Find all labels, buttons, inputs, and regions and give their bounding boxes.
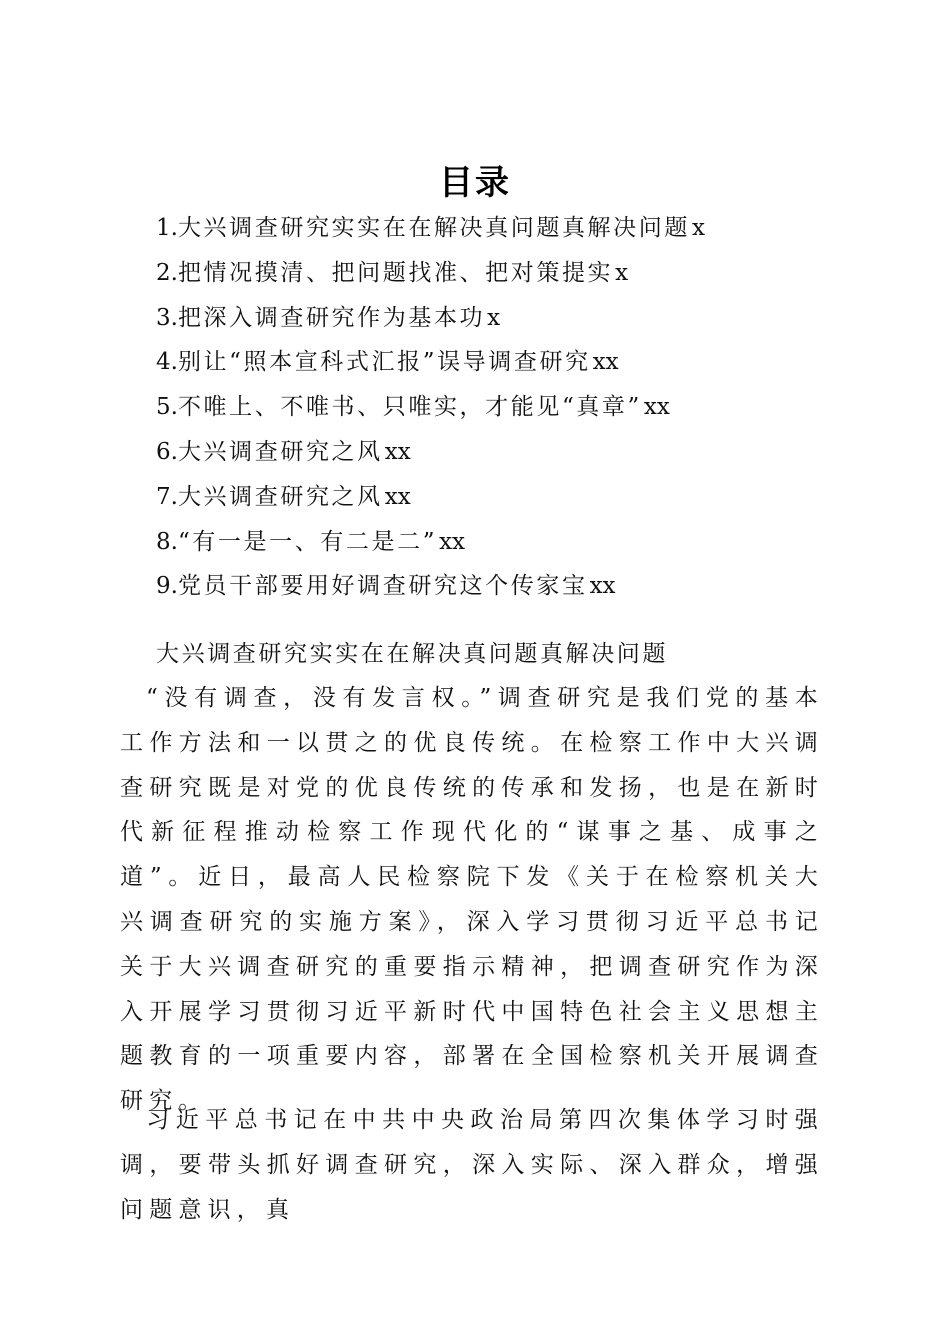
toc-item <box>156 340 836 385</box>
toc-item <box>156 475 836 520</box>
body-paragraph <box>120 676 824 1124</box>
toc-item-number: 4. <box>156 349 178 376</box>
toc-item-text: “有一是一、有二是二” <box>177 528 438 555</box>
toc-item-number: 6. <box>156 438 178 465</box>
toc-item-number: 2. <box>156 259 178 286</box>
toc-item-number: 1. <box>156 215 178 241</box>
toc-item <box>156 385 836 430</box>
toc-item-page: xx <box>589 573 616 600</box>
toc-item-text: 别让“照本宣科式汇报”误导调查研究 <box>177 349 591 376</box>
toc-item-page: xx <box>643 394 670 421</box>
table-of-contents <box>156 206 836 609</box>
toc-item-number: 9. <box>156 573 178 600</box>
toc-item-page: x <box>615 259 629 286</box>
body-paragraph <box>120 1098 824 1232</box>
toc-item <box>156 296 836 341</box>
toc-item-text: 不唯上、不唯书、只唯实，才能见“真章” <box>177 394 642 421</box>
paragraph-text: 习近平总书记在中共中央政治局第四次集体学习时强调，要带头抓好调查研究，深入实际、深入群众，增强问题意识，真 <box>120 1107 824 1223</box>
toc-item-text: 大兴调查研究实实在在解决真问题真解决问题 <box>177 215 690 241</box>
toc-item-text: 把深入调查研究作为基本功 <box>177 304 486 331</box>
toc-item-number: 8. <box>156 528 178 555</box>
page-title: 目录 <box>439 162 511 203</box>
toc-item <box>156 206 836 251</box>
article-title: 大兴调查研究实实在在解决真问题真解决问题 <box>156 641 668 667</box>
toc-item-page: xx <box>592 349 619 376</box>
toc-item <box>156 430 836 475</box>
toc-item-text: 党员干部要用好调查研究这个传家宝 <box>177 573 588 600</box>
toc-item-page: x <box>691 215 705 241</box>
toc-item-text: 把情况摸清、把问题找准、把对策提实 <box>177 259 614 286</box>
toc-item-number: 3. <box>156 304 178 331</box>
toc-item-text: 大兴调查研究之风 <box>177 483 383 510</box>
toc-item <box>156 520 836 565</box>
toc-item <box>156 564 836 609</box>
toc-item-number: 5. <box>156 394 178 421</box>
toc-item <box>156 251 836 296</box>
toc-item-page: xx <box>384 483 411 510</box>
toc-item-text: 大兴调查研究之风 <box>177 438 383 465</box>
paragraph-text: “没有调查，没有发言权。”调查研究是我们党的基本工作方法和一以贯之的优良传统。在检察工作中大兴调查研究既是对党的优良传统的传承和发扬，也是在新时代新征程推动检察工作现代化的“谋事之基、成事之道”。近日，最高人民检察院下发《关于在检察机关大兴调查研究的实施方案》，深入学习贯彻习近平总书记关于大兴调查研究的重要指示精神，把调查研究作为深入开展学习贯彻习近平新时代中国特色社会主义思想主题教育的一项重要内容，部署在全国检察机关开展调查研究。 <box>120 685 824 1115</box>
toc-item-page: xx <box>439 528 466 555</box>
toc-item-page: x <box>487 304 501 331</box>
toc-item-number: 7. <box>156 483 178 510</box>
toc-item-page: xx <box>384 438 411 465</box>
